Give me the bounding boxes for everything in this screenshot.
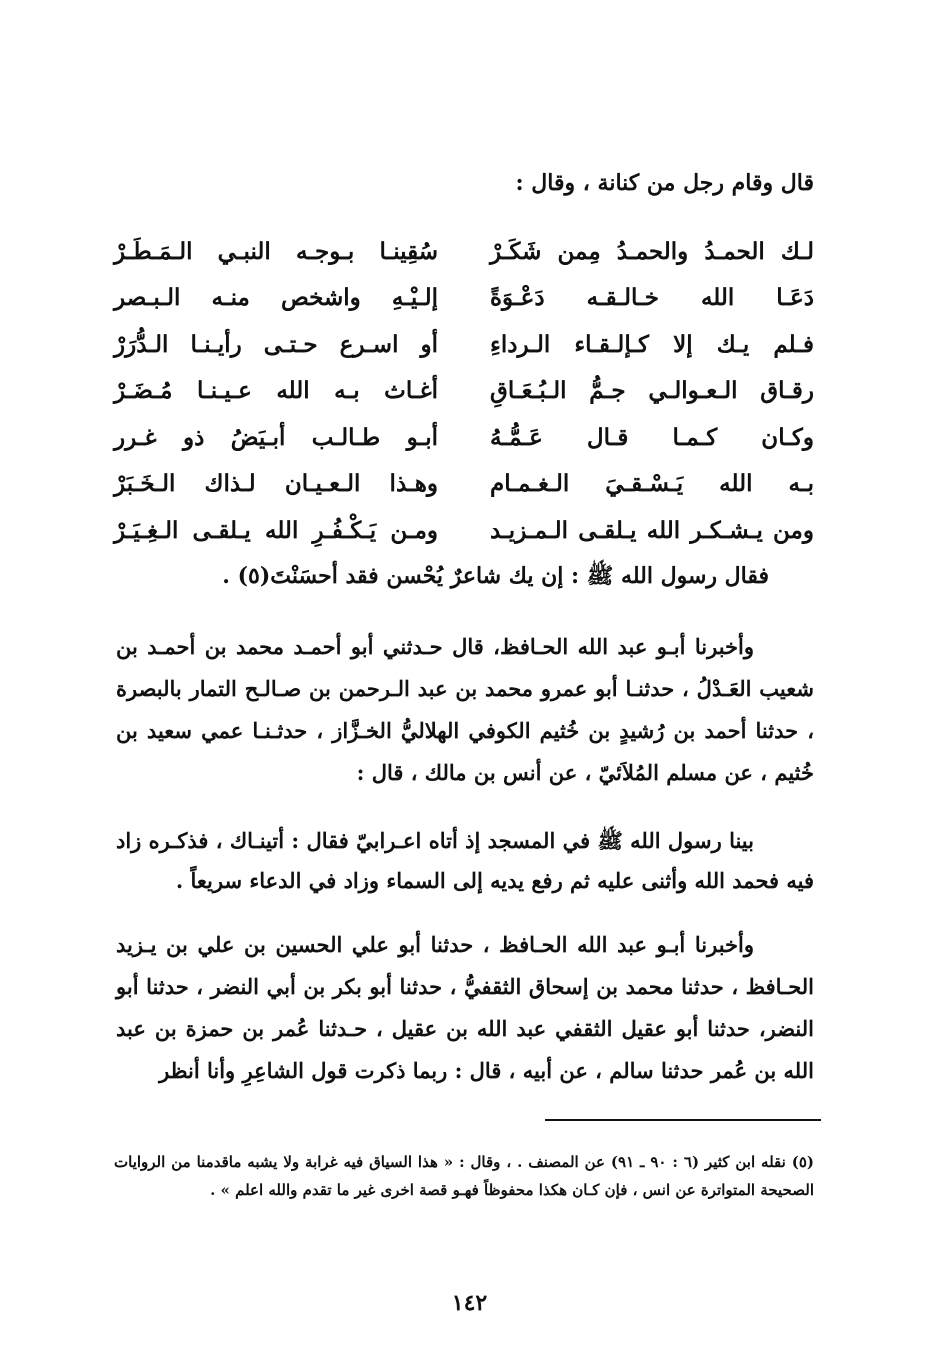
page-number: ١٤٢ <box>451 1290 488 1316</box>
verse-second-hemistich: أغـاث بـه الله عـيـنـا مُـضَـرْ <box>114 377 438 405</box>
verse-row <box>114 507 814 554</box>
verse-row <box>114 321 814 368</box>
paragraph-narration: بينا رسول الله ﷺ في المسجد إذ أتاه اعـرابيّ فقال : أتينـاك ، فذكـره زاد فيه فحمد الله وأثنى عليه ثم رفع يديه إلى السماء وزاد في الدعاء سريعاً . <box>116 828 814 893</box>
verse-row <box>114 461 814 508</box>
verse-row <box>114 228 814 275</box>
verse-second-hemistich: ومـن يَـكْـفُـرِ الله يـلقـى الـغِـيَـرْ <box>114 516 438 544</box>
paragraph-isnad-2: وأخبرنا أبـو عبد الله الحـافظ ، حدثنا أبو علي الحسين بن علي بن يـزيد الحـافظ ، حدثنا محمد بن إسحاق الثقفيُّ ، حدثنا أبو بكر بن أبي النضر ، حدثنا أبو النضر، حدثنا أبو عقيل الثقفي عبد الله بن عقيل ، حـدثنا عُمر بن حمزة بن عبد الله بن عُمر حدثنا سالم ، عن أبيه ، قال : ربما ذكرت قول الشاعِرِ وأنا أنظر <box>116 932 814 1083</box>
prophet-quote: فقال رسول الله ﷺ : إن يك شاعرٌ يُحْسن فقد أحسَنْتَ(٥) . <box>222 563 769 589</box>
footnote: (٥) نقله ابن كثير (٦ : ٩٠ ـ ٩١) عن المصنف . ، وقال : « هذا السياق فيه غرابة ولا يشبه ماقدمنا من الروايات الصحيحة المتواترة عن انس ، فإن كـان هكذا محفوظاً فهـو قصة اخرى غير ما تقدم والله اعلم » . <box>114 1153 814 1199</box>
footnote-divider <box>545 1119 821 1121</box>
verse-first-hemistich: دَعَـا الله خـالـقـه دَعْـوَةً <box>490 284 814 312</box>
intro-line: قال وقام رجل من كنانة ، وقال : <box>515 170 814 196</box>
verse-first-hemistich: لـك الحمـدُ والحمـدُ مِمن شَكَـرْ <box>490 237 814 265</box>
verse-second-hemistich: سُقِينـا بـوجـه النبـي الـمَـطَـرْ <box>114 237 438 265</box>
verse-row <box>114 414 814 461</box>
verse-second-hemistich: أو اسـرع حـتـى رأيـنـا الـدُّرَرْ <box>114 330 438 358</box>
verse-first-hemistich: بـه الله يَـسْـقـيَ الـغـمـام <box>490 470 814 498</box>
verse-second-hemistich: إلـيْـهِ واشخص منـه الـبـصر <box>114 284 438 312</box>
verse-row <box>114 368 814 415</box>
verse-row <box>114 275 814 322</box>
paragraph-isnad-1: وأخبرنا أبـو عبد الله الحـافظ، قال حـدثني أبو أحمـد محمد بن أحمـد بن شعيب العَـدْلُ ، حدثنـا أبو عمرو محمد بن عبد الـرحمن بن صـالـح التمار بالبصرة ، حدثنا أحمد بن رُشيدٍ بن خُثيم الكوفي الهلاليُّ الخـزَّاز ، حدثـنـا عمي سعيد بن خُثيم ، عن مسلم المُلاَئيّ ، عن أنس بن مالك ، قال : <box>116 634 814 785</box>
poem-verses <box>114 228 814 554</box>
verse-first-hemistich: وكـان كـمـا قـال عَـمُّـهُ <box>490 423 814 451</box>
verse-first-hemistich: فـلم يـك إلا كـإلـقـاء الـرداءِ <box>490 330 814 358</box>
verse-second-hemistich: أبـو طـالـب أبـيَضُ ذو غـرر <box>114 423 438 451</box>
verse-first-hemistich: رقـاق الـعـوالـي جـمُّ الـبُـعَـاقِ <box>490 377 814 405</box>
verse-second-hemistich: وهـذا الـعـيـان لـذاك الـخَـبَرْ <box>114 470 438 498</box>
verse-first-hemistich: ومن يـشـكـر الله يـلقـى الـمـزيـد <box>490 516 814 544</box>
